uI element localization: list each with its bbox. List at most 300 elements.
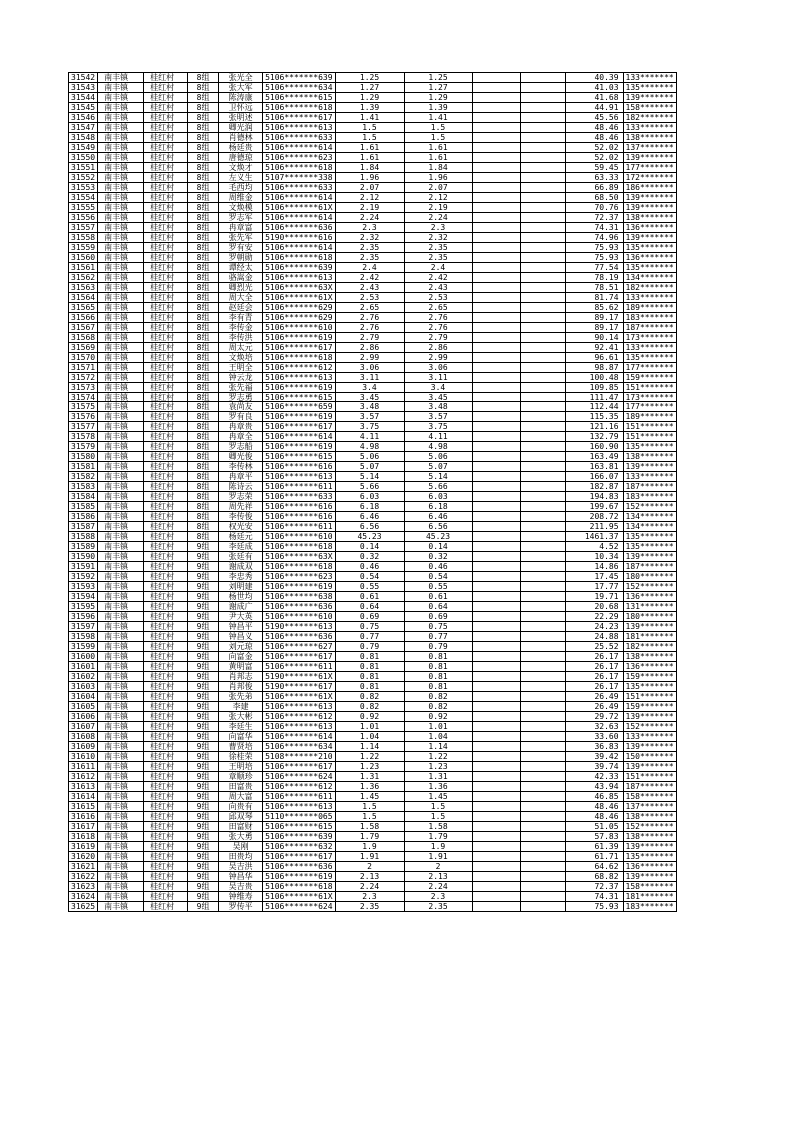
phone-cell: 138******* bbox=[623, 452, 676, 462]
table-row bbox=[69, 432, 677, 442]
row-number: 31589 bbox=[69, 542, 98, 552]
area-confirmed-cell: 1.91 bbox=[404, 851, 472, 861]
phone-cell: 151******* bbox=[623, 771, 676, 781]
row-number: 31619 bbox=[69, 841, 98, 851]
table-row bbox=[69, 522, 677, 532]
blank-cell-b bbox=[520, 472, 565, 482]
area-confirmed-cell: 2.53 bbox=[404, 292, 472, 302]
phone-cell: 136******* bbox=[623, 592, 676, 602]
town-cell: 南丰镇 bbox=[98, 771, 144, 781]
amount-cell: 115.35 bbox=[565, 412, 623, 422]
village-cell: 桂红村 bbox=[144, 102, 188, 112]
group-cell: 9组 bbox=[188, 871, 219, 881]
id-number-cell: 5106*******617 bbox=[263, 652, 335, 662]
area-cell: 2.42 bbox=[335, 272, 404, 282]
area-cell: 2.79 bbox=[335, 332, 404, 342]
town-cell: 南丰镇 bbox=[98, 112, 144, 122]
table-row bbox=[69, 73, 677, 83]
village-cell: 桂红村 bbox=[144, 392, 188, 402]
group-cell: 8组 bbox=[188, 92, 219, 102]
id-number-cell: 5106*******636 bbox=[263, 861, 335, 871]
blank-cell-a bbox=[472, 761, 520, 771]
id-number-cell: 5106*******617 bbox=[263, 342, 335, 352]
blank-cell-a bbox=[472, 462, 520, 472]
table-row bbox=[69, 532, 677, 542]
village-cell: 桂红村 bbox=[144, 721, 188, 731]
row-number: 31577 bbox=[69, 422, 98, 432]
town-cell: 南丰镇 bbox=[98, 492, 144, 502]
id-number-cell: 5190*******616 bbox=[263, 232, 335, 242]
village-cell: 桂红村 bbox=[144, 252, 188, 262]
name-cell: 谭经太 bbox=[219, 262, 263, 272]
blank-cell-b bbox=[520, 741, 565, 751]
table-row bbox=[69, 712, 677, 722]
town-cell: 南丰镇 bbox=[98, 791, 144, 801]
blank-cell-b bbox=[520, 522, 565, 532]
row-number: 31574 bbox=[69, 392, 98, 402]
area-cell: 2.76 bbox=[335, 322, 404, 332]
name-cell: 罗传平 bbox=[219, 901, 263, 911]
table-row bbox=[69, 731, 677, 741]
town-cell: 南丰镇 bbox=[98, 642, 144, 652]
row-number: 31571 bbox=[69, 362, 98, 372]
phone-cell: 177******* bbox=[623, 162, 676, 172]
area-cell: 1.39 bbox=[335, 102, 404, 112]
group-cell: 8组 bbox=[188, 73, 219, 83]
row-number: 31623 bbox=[69, 881, 98, 891]
phone-cell: 150******* bbox=[623, 751, 676, 761]
village-cell: 桂红村 bbox=[144, 562, 188, 572]
id-number-cell: 5190*******617 bbox=[263, 682, 335, 692]
phone-cell: 139******* bbox=[623, 192, 676, 202]
area-confirmed-cell: 0.54 bbox=[404, 572, 472, 582]
phone-cell: 187******* bbox=[623, 322, 676, 332]
blank-cell-b bbox=[520, 721, 565, 731]
table-row bbox=[69, 851, 677, 861]
row-number: 31556 bbox=[69, 212, 98, 222]
area-confirmed-cell: 1.9 bbox=[404, 841, 472, 851]
id-number-cell: 5106*******614 bbox=[263, 731, 335, 741]
blank-cell-a bbox=[472, 771, 520, 781]
area-confirmed-cell: 0.77 bbox=[404, 632, 472, 642]
table-row bbox=[69, 312, 677, 322]
village-cell: 桂红村 bbox=[144, 432, 188, 442]
blank-cell-b bbox=[520, 112, 565, 122]
blank-cell-b bbox=[520, 532, 565, 542]
table-row bbox=[69, 192, 677, 202]
id-number-cell: 5106*******639 bbox=[263, 262, 335, 272]
id-number-cell: 5106*******613 bbox=[263, 721, 335, 731]
group-cell: 8组 bbox=[188, 82, 219, 92]
area-confirmed-cell: 2.19 bbox=[404, 202, 472, 212]
blank-cell-b bbox=[520, 811, 565, 821]
village-cell: 桂红村 bbox=[144, 552, 188, 562]
amount-cell: 48.46 bbox=[565, 801, 623, 811]
blank-cell-a bbox=[472, 751, 520, 761]
row-number: 31549 bbox=[69, 142, 98, 152]
amount-cell: 81.74 bbox=[565, 292, 623, 302]
area-cell: 3.06 bbox=[335, 362, 404, 372]
town-cell: 南丰镇 bbox=[98, 532, 144, 542]
group-cell: 8组 bbox=[188, 292, 219, 302]
town-cell: 南丰镇 bbox=[98, 751, 144, 761]
name-cell: 卿光俊 bbox=[219, 452, 263, 462]
table-row bbox=[69, 901, 677, 911]
blank-cell-a bbox=[472, 262, 520, 272]
id-number-cell: 5106*******612 bbox=[263, 712, 335, 722]
village-cell: 桂红村 bbox=[144, 202, 188, 212]
blank-cell-b bbox=[520, 582, 565, 592]
group-cell: 8组 bbox=[188, 422, 219, 432]
group-cell: 8组 bbox=[188, 432, 219, 442]
id-number-cell: 5106*******618 bbox=[263, 542, 335, 552]
group-cell: 8组 bbox=[188, 152, 219, 162]
blank-cell-a bbox=[472, 542, 520, 552]
table-row bbox=[69, 82, 677, 92]
amount-cell: 61.39 bbox=[565, 841, 623, 851]
id-number-cell: 5106*******629 bbox=[263, 312, 335, 322]
name-cell: 钟昌华 bbox=[219, 871, 263, 881]
blank-cell-b bbox=[520, 652, 565, 662]
area-cell: 2.43 bbox=[335, 282, 404, 292]
id-number-cell: 5106*******639 bbox=[263, 73, 335, 83]
town-cell: 南丰镇 bbox=[98, 891, 144, 901]
phone-cell: 181******* bbox=[623, 891, 676, 901]
area-cell: 0.82 bbox=[335, 692, 404, 702]
phone-cell: 158******* bbox=[623, 102, 676, 112]
area-cell: 0.77 bbox=[335, 632, 404, 642]
table-row bbox=[69, 212, 677, 222]
blank-cell-a bbox=[472, 272, 520, 282]
village-cell: 桂红村 bbox=[144, 482, 188, 492]
row-number: 31566 bbox=[69, 312, 98, 322]
amount-cell: 64.62 bbox=[565, 861, 623, 871]
town-cell: 南丰镇 bbox=[98, 682, 144, 692]
area-cell: 2.76 bbox=[335, 312, 404, 322]
id-number-cell: 5106*******612 bbox=[263, 781, 335, 791]
phone-cell: 133******* bbox=[623, 472, 676, 482]
phone-cell: 135******* bbox=[623, 542, 676, 552]
phone-cell: 136******* bbox=[623, 861, 676, 871]
blank-cell-b bbox=[520, 272, 565, 282]
group-cell: 9组 bbox=[188, 821, 219, 831]
blank-cell-a bbox=[472, 741, 520, 751]
amount-cell: 26.49 bbox=[565, 692, 623, 702]
town-cell: 南丰镇 bbox=[98, 622, 144, 632]
name-cell: 曹贤培 bbox=[219, 741, 263, 751]
blank-cell-a bbox=[472, 92, 520, 102]
group-cell: 8组 bbox=[188, 482, 219, 492]
amount-cell: 44.91 bbox=[565, 102, 623, 112]
table-row bbox=[69, 721, 677, 731]
blank-cell-b bbox=[520, 761, 565, 771]
area-confirmed-cell: 0.64 bbox=[404, 602, 472, 612]
blank-cell-a bbox=[472, 242, 520, 252]
amount-cell: 43.94 bbox=[565, 781, 623, 791]
id-number-cell: 5106*******610 bbox=[263, 532, 335, 542]
area-confirmed-cell: 2.13 bbox=[404, 871, 472, 881]
area-confirmed-cell: 3.45 bbox=[404, 392, 472, 402]
id-number-cell: 5106*******61X bbox=[263, 891, 335, 901]
id-number-cell: 5106*******614 bbox=[263, 192, 335, 202]
blank-cell-a bbox=[472, 142, 520, 152]
phone-cell: 151******* bbox=[623, 422, 676, 432]
area-cell: 1.25 bbox=[335, 73, 404, 83]
row-number: 31546 bbox=[69, 112, 98, 122]
blank-cell-b bbox=[520, 292, 565, 302]
blank-cell-a bbox=[472, 522, 520, 532]
amount-cell: 74.31 bbox=[565, 222, 623, 232]
name-cell: 罗朝勋 bbox=[219, 252, 263, 262]
blank-cell-a bbox=[472, 662, 520, 672]
amount-cell: 98.87 bbox=[565, 362, 623, 372]
area-confirmed-cell: 2.24 bbox=[404, 881, 472, 891]
area-cell: 1.79 bbox=[335, 831, 404, 841]
town-cell: 南丰镇 bbox=[98, 672, 144, 682]
table-row bbox=[69, 282, 677, 292]
area-confirmed-cell: 1.14 bbox=[404, 741, 472, 751]
blank-cell-b bbox=[520, 332, 565, 342]
name-cell: 冉章富 bbox=[219, 222, 263, 232]
amount-cell: 24.23 bbox=[565, 622, 623, 632]
group-cell: 9组 bbox=[188, 642, 219, 652]
area-cell: 2.12 bbox=[335, 192, 404, 202]
amount-cell: 160.90 bbox=[565, 442, 623, 452]
area-confirmed-cell: 2.65 bbox=[404, 302, 472, 312]
name-cell: 刘明建 bbox=[219, 582, 263, 592]
name-cell: 肖邦志 bbox=[219, 672, 263, 682]
id-number-cell: 5106*******61X bbox=[263, 202, 335, 212]
blank-cell-a bbox=[472, 632, 520, 642]
town-cell: 南丰镇 bbox=[98, 542, 144, 552]
town-cell: 南丰镇 bbox=[98, 482, 144, 492]
id-number-cell: 5106*******616 bbox=[263, 462, 335, 472]
amount-cell: 182.87 bbox=[565, 482, 623, 492]
area-confirmed-cell: 1.58 bbox=[404, 821, 472, 831]
group-cell: 8组 bbox=[188, 192, 219, 202]
name-cell: 谢成广 bbox=[219, 602, 263, 612]
name-cell: 唐德琼 bbox=[219, 152, 263, 162]
row-number: 31612 bbox=[69, 771, 98, 781]
blank-cell-a bbox=[472, 252, 520, 262]
phone-cell: 135******* bbox=[623, 851, 676, 861]
area-confirmed-cell: 1.04 bbox=[404, 731, 472, 741]
name-cell: 左义生 bbox=[219, 172, 263, 182]
blank-cell-b bbox=[520, 771, 565, 781]
phone-cell: 189******* bbox=[623, 412, 676, 422]
id-number-cell: 5106*******612 bbox=[263, 362, 335, 372]
area-confirmed-cell: 2.12 bbox=[404, 192, 472, 202]
amount-cell: 166.07 bbox=[565, 472, 623, 482]
row-number: 31563 bbox=[69, 282, 98, 292]
village-cell: 桂红村 bbox=[144, 851, 188, 861]
table-row bbox=[69, 572, 677, 582]
group-cell: 9组 bbox=[188, 841, 219, 851]
name-cell: 文焕才 bbox=[219, 162, 263, 172]
village-cell: 桂红村 bbox=[144, 502, 188, 512]
village-cell: 桂红村 bbox=[144, 142, 188, 152]
phone-cell: 138******* bbox=[623, 652, 676, 662]
area-confirmed-cell: 1.22 bbox=[404, 751, 472, 761]
amount-cell: 17.45 bbox=[565, 572, 623, 582]
blank-cell-a bbox=[472, 702, 520, 712]
row-number: 31586 bbox=[69, 512, 98, 522]
name-cell: 向富金 bbox=[219, 652, 263, 662]
phone-cell: 135******* bbox=[623, 682, 676, 692]
area-confirmed-cell: 2.79 bbox=[404, 332, 472, 342]
area-confirmed-cell: 5.66 bbox=[404, 482, 472, 492]
blank-cell-a bbox=[472, 831, 520, 841]
blank-cell-b bbox=[520, 82, 565, 92]
area-cell: 2.3 bbox=[335, 222, 404, 232]
blank-cell-a bbox=[472, 332, 520, 342]
amount-cell: 66.89 bbox=[565, 182, 623, 192]
name-cell: 周大富 bbox=[219, 791, 263, 801]
row-number: 31593 bbox=[69, 582, 98, 592]
row-number: 31590 bbox=[69, 552, 98, 562]
village-cell: 桂红村 bbox=[144, 372, 188, 382]
area-confirmed-cell: 0.55 bbox=[404, 582, 472, 592]
blank-cell-b bbox=[520, 422, 565, 432]
table-row bbox=[69, 582, 677, 592]
blank-cell-a bbox=[472, 212, 520, 222]
group-cell: 8组 bbox=[188, 182, 219, 192]
blank-cell-b bbox=[520, 552, 565, 562]
blank-cell-b bbox=[520, 821, 565, 831]
phone-cell: 152******* bbox=[623, 582, 676, 592]
area-cell: 2.19 bbox=[335, 202, 404, 212]
area-cell: 2.53 bbox=[335, 292, 404, 302]
id-number-cell: 5106*******613 bbox=[263, 372, 335, 382]
group-cell: 8组 bbox=[188, 352, 219, 362]
blank-cell-a bbox=[472, 552, 520, 562]
phone-cell: 135******* bbox=[623, 352, 676, 362]
blank-cell-a bbox=[472, 472, 520, 482]
area-cell: 0.61 bbox=[335, 592, 404, 602]
name-cell: 向贵有 bbox=[219, 801, 263, 811]
group-cell: 8组 bbox=[188, 232, 219, 242]
town-cell: 南丰镇 bbox=[98, 372, 144, 382]
blank-cell-a bbox=[472, 532, 520, 542]
area-confirmed-cell: 6.46 bbox=[404, 512, 472, 522]
table-row bbox=[69, 362, 677, 372]
village-cell: 桂红村 bbox=[144, 861, 188, 871]
blank-cell-a bbox=[472, 122, 520, 132]
table-row bbox=[69, 392, 677, 402]
group-cell: 8组 bbox=[188, 502, 219, 512]
village-cell: 桂红村 bbox=[144, 731, 188, 741]
table-row bbox=[69, 642, 677, 652]
town-cell: 南丰镇 bbox=[98, 881, 144, 891]
town-cell: 南丰镇 bbox=[98, 152, 144, 162]
phone-cell: 139******* bbox=[623, 202, 676, 212]
id-number-cell: 5106*******618 bbox=[263, 562, 335, 572]
town-cell: 南丰镇 bbox=[98, 322, 144, 332]
name-cell: 徐桂荣 bbox=[219, 751, 263, 761]
row-number: 31581 bbox=[69, 462, 98, 472]
id-number-cell: 5106*******614 bbox=[263, 242, 335, 252]
amount-cell: 51.05 bbox=[565, 821, 623, 831]
area-confirmed-cell: 1.5 bbox=[404, 811, 472, 821]
village-cell: 桂红村 bbox=[144, 791, 188, 801]
blank-cell-b bbox=[520, 632, 565, 642]
group-cell: 9组 bbox=[188, 851, 219, 861]
blank-cell-a bbox=[472, 392, 520, 402]
area-confirmed-cell: 1.5 bbox=[404, 122, 472, 132]
village-cell: 桂红村 bbox=[144, 412, 188, 422]
area-confirmed-cell: 0.32 bbox=[404, 552, 472, 562]
area-confirmed-cell: 2.3 bbox=[404, 222, 472, 232]
blank-cell-b bbox=[520, 891, 565, 901]
id-number-cell: 5106*******617 bbox=[263, 112, 335, 122]
amount-cell: 74.31 bbox=[565, 891, 623, 901]
id-number-cell: 5106*******634 bbox=[263, 82, 335, 92]
area-confirmed-cell: 4.98 bbox=[404, 442, 472, 452]
village-cell: 桂红村 bbox=[144, 702, 188, 712]
group-cell: 9组 bbox=[188, 831, 219, 841]
village-cell: 桂红村 bbox=[144, 821, 188, 831]
village-cell: 桂红村 bbox=[144, 492, 188, 502]
table-row bbox=[69, 831, 677, 841]
blank-cell-b bbox=[520, 152, 565, 162]
area-confirmed-cell: 3.06 bbox=[404, 362, 472, 372]
table-row bbox=[69, 482, 677, 492]
name-cell: 文焕模 bbox=[219, 202, 263, 212]
group-cell: 9组 bbox=[188, 751, 219, 761]
name-cell: 张先弟 bbox=[219, 692, 263, 702]
village-cell: 桂红村 bbox=[144, 692, 188, 702]
row-number: 31585 bbox=[69, 502, 98, 512]
name-cell: 卫怀远 bbox=[219, 102, 263, 112]
name-cell: 李传洪 bbox=[219, 332, 263, 342]
town-cell: 南丰镇 bbox=[98, 292, 144, 302]
blank-cell-a bbox=[472, 622, 520, 632]
row-number: 31575 bbox=[69, 402, 98, 412]
blank-cell-b bbox=[520, 212, 565, 222]
name-cell: 李传俊 bbox=[219, 512, 263, 522]
blank-cell-a bbox=[472, 692, 520, 702]
amount-cell: 75.93 bbox=[565, 252, 623, 262]
amount-cell: 100.48 bbox=[565, 372, 623, 382]
group-cell: 8组 bbox=[188, 142, 219, 152]
table-row bbox=[69, 462, 677, 472]
table-row bbox=[69, 342, 677, 352]
row-number: 31598 bbox=[69, 632, 98, 642]
area-cell: 0.46 bbox=[335, 562, 404, 572]
phone-cell: 187******* bbox=[623, 781, 676, 791]
group-cell: 9组 bbox=[188, 761, 219, 771]
area-cell: 2.3 bbox=[335, 891, 404, 901]
town-cell: 南丰镇 bbox=[98, 582, 144, 592]
name-cell: 罗有安 bbox=[219, 242, 263, 252]
area-cell: 0.14 bbox=[335, 542, 404, 552]
group-cell: 8组 bbox=[188, 302, 219, 312]
phone-cell: 135******* bbox=[623, 442, 676, 452]
group-cell: 8组 bbox=[188, 442, 219, 452]
amount-cell: 41.68 bbox=[565, 92, 623, 102]
table-row bbox=[69, 92, 677, 102]
phone-cell: 137******* bbox=[623, 142, 676, 152]
id-number-cell: 5106*******617 bbox=[263, 761, 335, 771]
phone-cell: 159******* bbox=[623, 702, 676, 712]
row-number: 31615 bbox=[69, 801, 98, 811]
group-cell: 8组 bbox=[188, 282, 219, 292]
table-row bbox=[69, 761, 677, 771]
blank-cell-b bbox=[520, 572, 565, 582]
phone-cell: 159******* bbox=[623, 672, 676, 682]
area-confirmed-cell: 0.75 bbox=[404, 622, 472, 632]
area-confirmed-cell: 2.07 bbox=[404, 182, 472, 192]
